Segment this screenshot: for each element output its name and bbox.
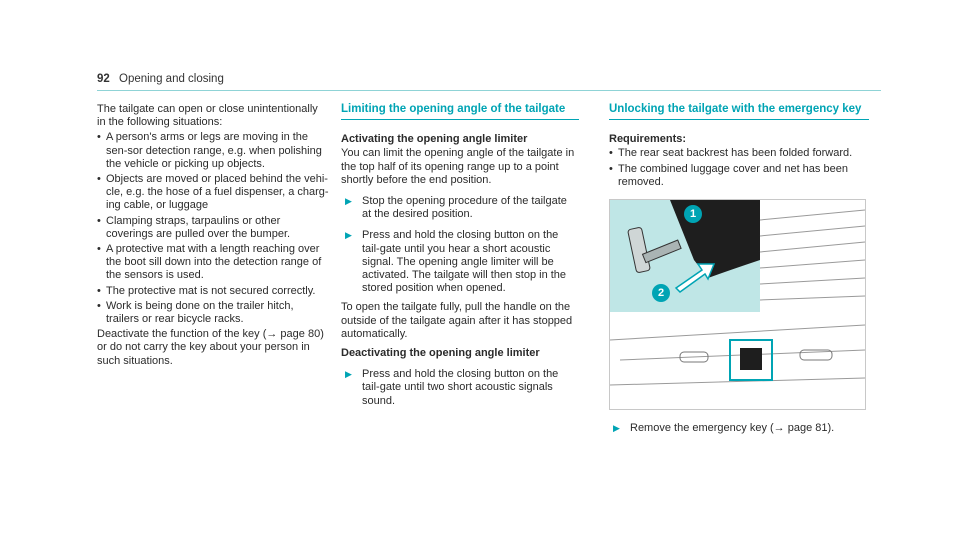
page-header — [97, 73, 224, 85]
situation-list — [97, 131, 329, 326]
page-number: 92 — [97, 73, 110, 85]
right-triangle-icon: ▶ — [345, 369, 352, 380]
list-item: • The combined luggage cover and net has been removed. — [609, 163, 869, 189]
step-text: Press and hold the closing button on the tail-gate until you hear a short acoustic signal. The opening angle limiter will be activated. The tailgate will then stop in the stored position when opened. — [362, 229, 567, 295]
step-item — [609, 422, 869, 435]
column-situations — [97, 103, 329, 370]
list-item: • The protective mat is not secured correctly. — [97, 285, 329, 298]
callout-2: 2 — [652, 284, 670, 302]
right-triangle-icon: ▶ — [345, 196, 352, 207]
step-item — [341, 368, 579, 408]
section-heading-unlocking: Unlocking the tailgate with the emergency key — [609, 103, 869, 120]
column-opening-angle — [341, 103, 579, 414]
step-text: Press and hold the closing button on the tail-gate until two short acoustic signals sound. — [362, 368, 559, 407]
step-item — [341, 229, 579, 295]
right-triangle-icon: ▶ — [345, 230, 352, 241]
intro-text: The tailgate can open or close unintentionally in the following situations: — [97, 103, 318, 129]
emergency-key-illustration — [609, 199, 866, 410]
header-divider — [97, 90, 881, 91]
latch — [740, 348, 762, 370]
list-item: • A person's arms or legs are moving in the sen-sor detection range, e.g. when polishing the vehicle or picking up objects. — [97, 131, 329, 171]
step-text: Stop the opening procedure of the tailgate at the desired position. — [362, 195, 567, 221]
requirements-heading: Requirements: — [609, 133, 687, 146]
list-item: • A protective mat with a length reaching over the boot sill down into the detection range of the sensors is used. — [97, 243, 329, 283]
section-heading-limiting: Limiting the opening angle of the tailgate — [341, 103, 579, 120]
list-item: • Work is being done on the trailer hitch, trailers or rear bicycle racks. — [97, 300, 329, 326]
column-emergency-key — [609, 103, 869, 441]
outro-text: Deactivate the function of the key (→ page 80) or do not carry the key about your person in such situations. — [97, 328, 324, 367]
right-triangle-icon: ▶ — [613, 423, 620, 434]
callout-1: 1 — [684, 205, 702, 223]
activating-text: You can limit the opening angle of the tailgate in the top half of its opening range up to a point shortly before the end position. — [341, 147, 575, 186]
list-item: • The rear seat backrest has been folded forward. — [609, 147, 869, 160]
illustration-graphic — [610, 200, 865, 409]
requirements-list — [609, 147, 869, 189]
subheading-activating: Activating the opening angle limiter — [341, 133, 528, 146]
section-title: Opening and closing — [119, 73, 224, 85]
list-item: • Clamping straps, tarpaulins or other coverings are pulled over the bumper. — [97, 215, 329, 241]
step-item — [341, 195, 579, 221]
subheading-deactivating: Deactivating the opening angle limiter — [341, 347, 540, 360]
open-text: To open the tailgate fully, pull the handle on the outside of the tailgate again after it has stopped automatically. — [341, 301, 573, 340]
step-text: Remove the emergency key (→ page 81). — [630, 422, 835, 435]
list-item: • Objects are moved or placed behind the vehi-cle, e.g. the hose of a fuel dispenser, a charg-ing cable, or luggage — [97, 173, 329, 213]
